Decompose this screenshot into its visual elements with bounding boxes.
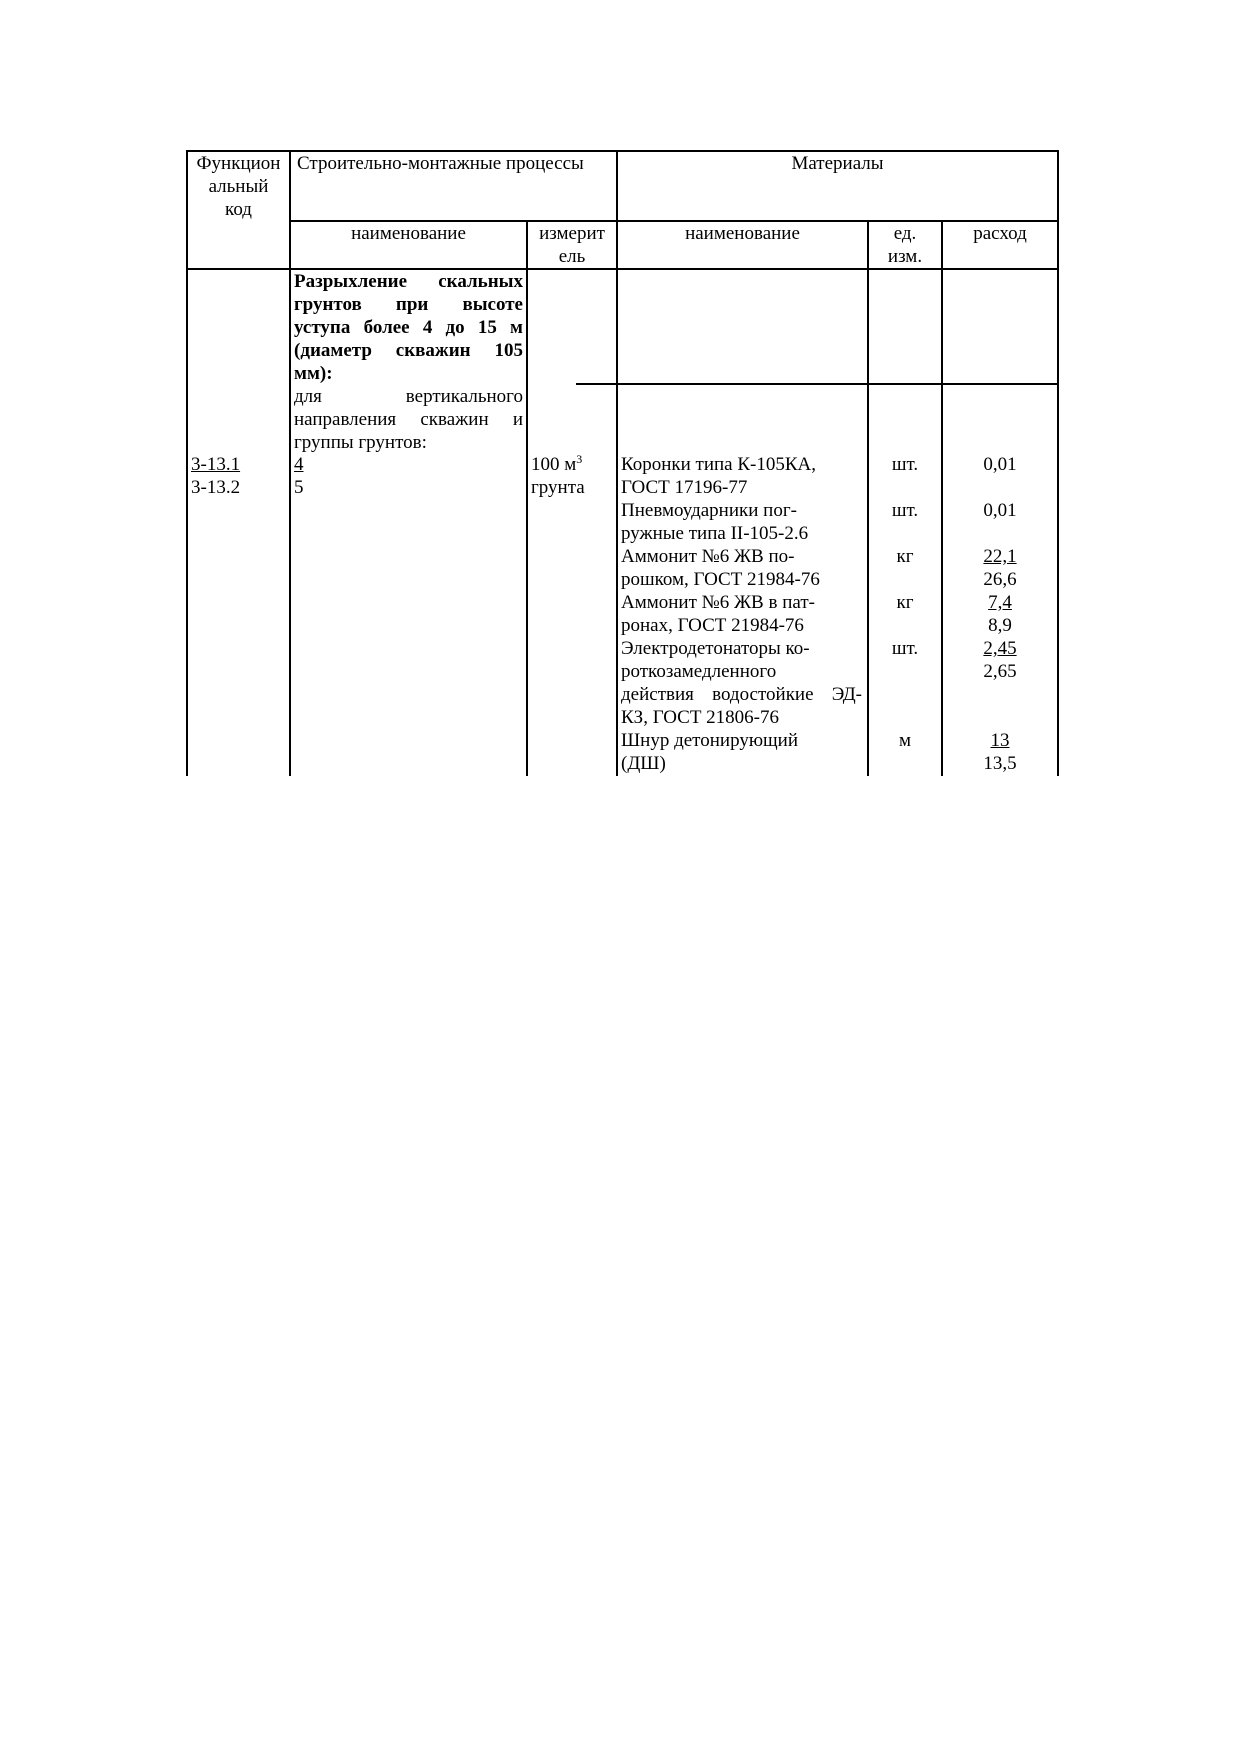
material-unit: шт.: [891, 638, 919, 659]
material-name: Электродетонаторы ко- роткозамедленного действия водостойкие ЭД- КЗ, ГОСТ 21806-76: [621, 638, 862, 728]
table-border-left: [186, 150, 188, 776]
material-name: Пневмоударники пог- ружные типа II-105-2.6: [621, 500, 809, 544]
material-consumption: 0,01: [983, 454, 1017, 475]
header-func-code: Функцион альный код: [196, 153, 281, 220]
body-row-divider: [576, 383, 1059, 385]
material-unit: м: [898, 730, 912, 751]
soil-group-item: 4: [294, 454, 304, 475]
header-materials: Материалы: [791, 153, 884, 174]
material-name: Аммонит №6 ЖВ в пат- ронах, ГОСТ 21984-76: [621, 592, 815, 636]
code-item: 3-13.2: [191, 477, 241, 498]
col-divider-unit: [867, 220, 869, 776]
material-consumption: 13 13,5: [983, 730, 1017, 774]
materials-table: [186, 150, 1059, 776]
material-consumption: 22,1 26,6: [983, 546, 1017, 590]
material-unit: шт.: [891, 454, 919, 475]
header-consumption: расход: [973, 223, 1027, 244]
material-unit: шт.: [891, 500, 919, 521]
col-divider-consumption: [941, 220, 943, 776]
header-meter: измерит ель: [539, 223, 605, 267]
header-unit: ед. изм.: [887, 223, 923, 267]
soil-group-item: 5: [294, 477, 304, 498]
process-title: Разрыхление скальных грунтов при высоте уступа более 4 до 15 м (диаметр скважин 105 мм):: [294, 271, 523, 384]
process-subtitle: для вертикального направления скважин и группы грунтов:: [294, 386, 523, 453]
material-consumption: 0,01: [983, 500, 1017, 521]
table-border-right: [1057, 150, 1059, 776]
material-unit: кг: [896, 592, 914, 613]
material-consumption: 7,4 8,9: [988, 592, 1012, 636]
code-list: [191, 453, 240, 499]
col-divider-meter: [526, 220, 528, 776]
header-material-name: наименование: [685, 223, 800, 244]
material-name: Шнур детонирующий (ДШ): [621, 730, 798, 774]
meter-value: 100 $м^3$ грунта: [531, 452, 585, 498]
material-consumption: 2,45 2,65: [983, 638, 1017, 682]
material-name: Аммонит №6 ЖВ по- рошком, ГОСТ 21984-76: [621, 546, 820, 590]
soil-group-list: [294, 453, 304, 499]
header-processes: Строительно-монтажные процессы: [297, 153, 584, 174]
code-item: 3-13.1: [191, 454, 241, 475]
material-name: Коронки типа К-105КА, ГОСТ 17196-77: [621, 454, 817, 498]
header-process-name: наименование: [351, 223, 466, 244]
material-unit: кг: [896, 546, 914, 567]
